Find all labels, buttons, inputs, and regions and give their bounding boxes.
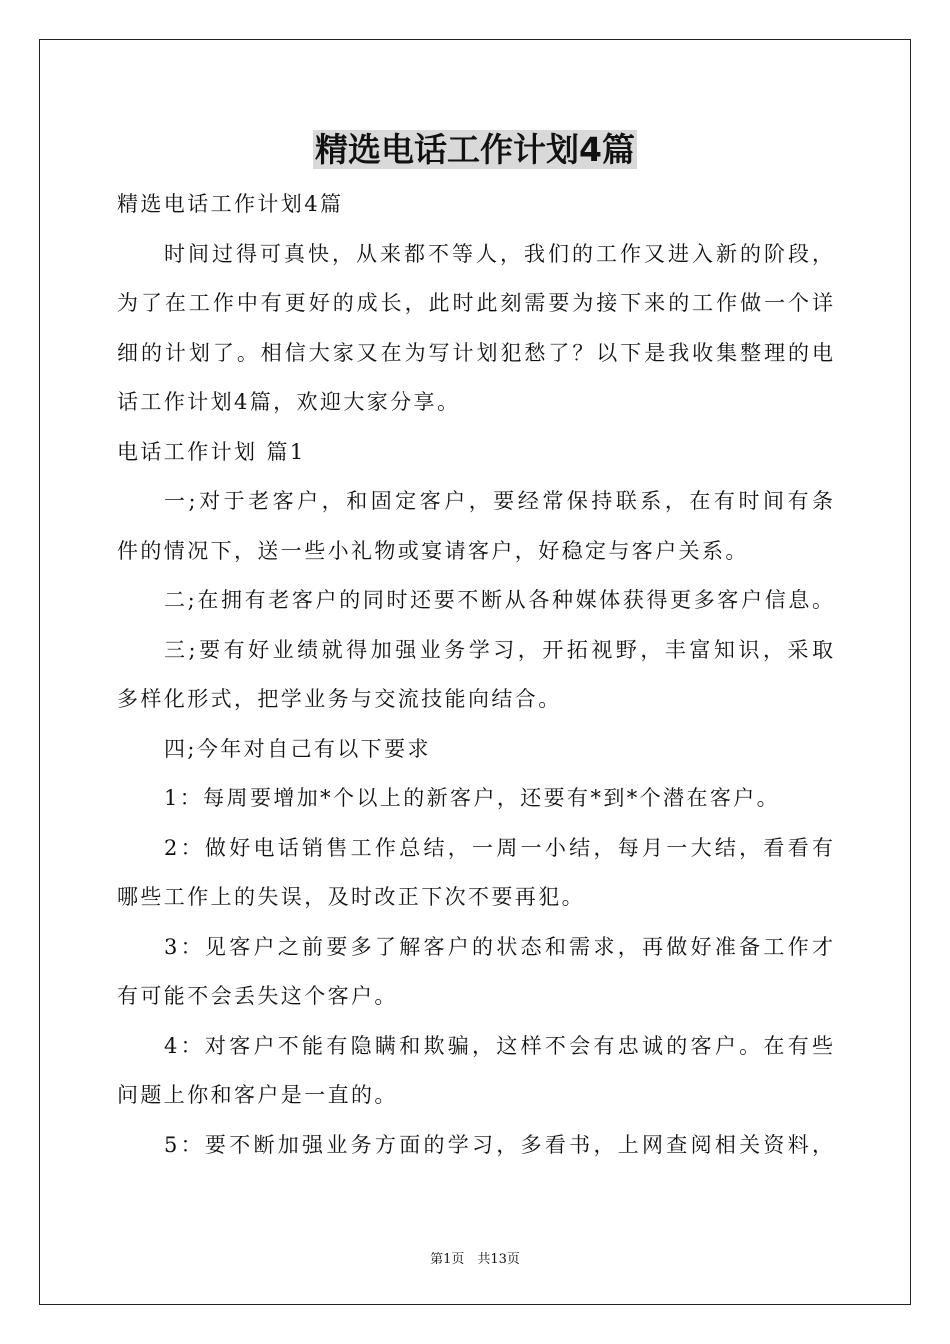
subtitle-line: 精选电话工作计划4篇 [117, 192, 344, 216]
section-heading: 电话工作计划 篇1 [117, 439, 306, 464]
paragraph-line: 四;今年对自己有以下要求 [164, 736, 431, 761]
paragraph-line: 为了在工作中有更好的成长，此时此刻需要为接下来的工作做一个详 [117, 291, 833, 315]
page-footer: 第1页 共13页 [430, 1252, 520, 1267]
paragraph-line: 4：对客户不能有隐瞒和欺骗，这样不会有忠诚的客户。在有些 [164, 1033, 833, 1058]
paragraph-line: 1：每周要增加*个以上的新客户，还要有*到*个潜在客户。 [164, 786, 781, 810]
paragraph-line: 多样化形式，把学业务与交流技能向结合。 [117, 687, 562, 711]
paragraph-line: 一;对于老客户，和固定客户，要经常保持联系，在有时间有条 [164, 489, 833, 513]
paragraph-line: 细的计划了。相信大家又在为写计划犯愁了？以下是我收集整理的电 [117, 340, 833, 365]
paragraph-line: 2：做好电话销售工作总结，一周一小结，每月一大结，看看有 [164, 835, 833, 860]
paragraph-line: 5：要不断加强业务方面的学习，多看书，上网查阅相关资料， [164, 1132, 833, 1157]
paragraph-line: 3：见客户之前要多了解客户的状态和需求，再做好准备工作才 [164, 934, 833, 959]
paragraph-line: 话工作计划4篇，欢迎大家分享。 [117, 390, 461, 414]
paragraph-line: 哪些工作上的失误，及时改正下次不要再犯。 [117, 885, 585, 909]
paragraph-line: 三;要有好业绩就得加强业务学习，开拓视野，丰富知识，采取 [164, 637, 833, 662]
paragraph-line: 时间过得可真快，从来都不等人，我们的工作又进入新的阶段， [164, 241, 833, 266]
paragraph-line: 问题上你和客户是一直的。 [117, 1083, 398, 1107]
paragraph-line: 有可能不会丢失这个客户。 [117, 984, 398, 1008]
paragraph-line: 二;在拥有老客户的同时还要不断从各种媒体获得更多客户信息。 [164, 588, 833, 612]
document-title: 精选电话工作计划4篇 [315, 130, 635, 169]
paragraph-line: 件的情况下，送一些小礼物或宴请客户，好稳定与客户关系。 [117, 538, 749, 563]
document-body [117, 180, 833, 1170]
